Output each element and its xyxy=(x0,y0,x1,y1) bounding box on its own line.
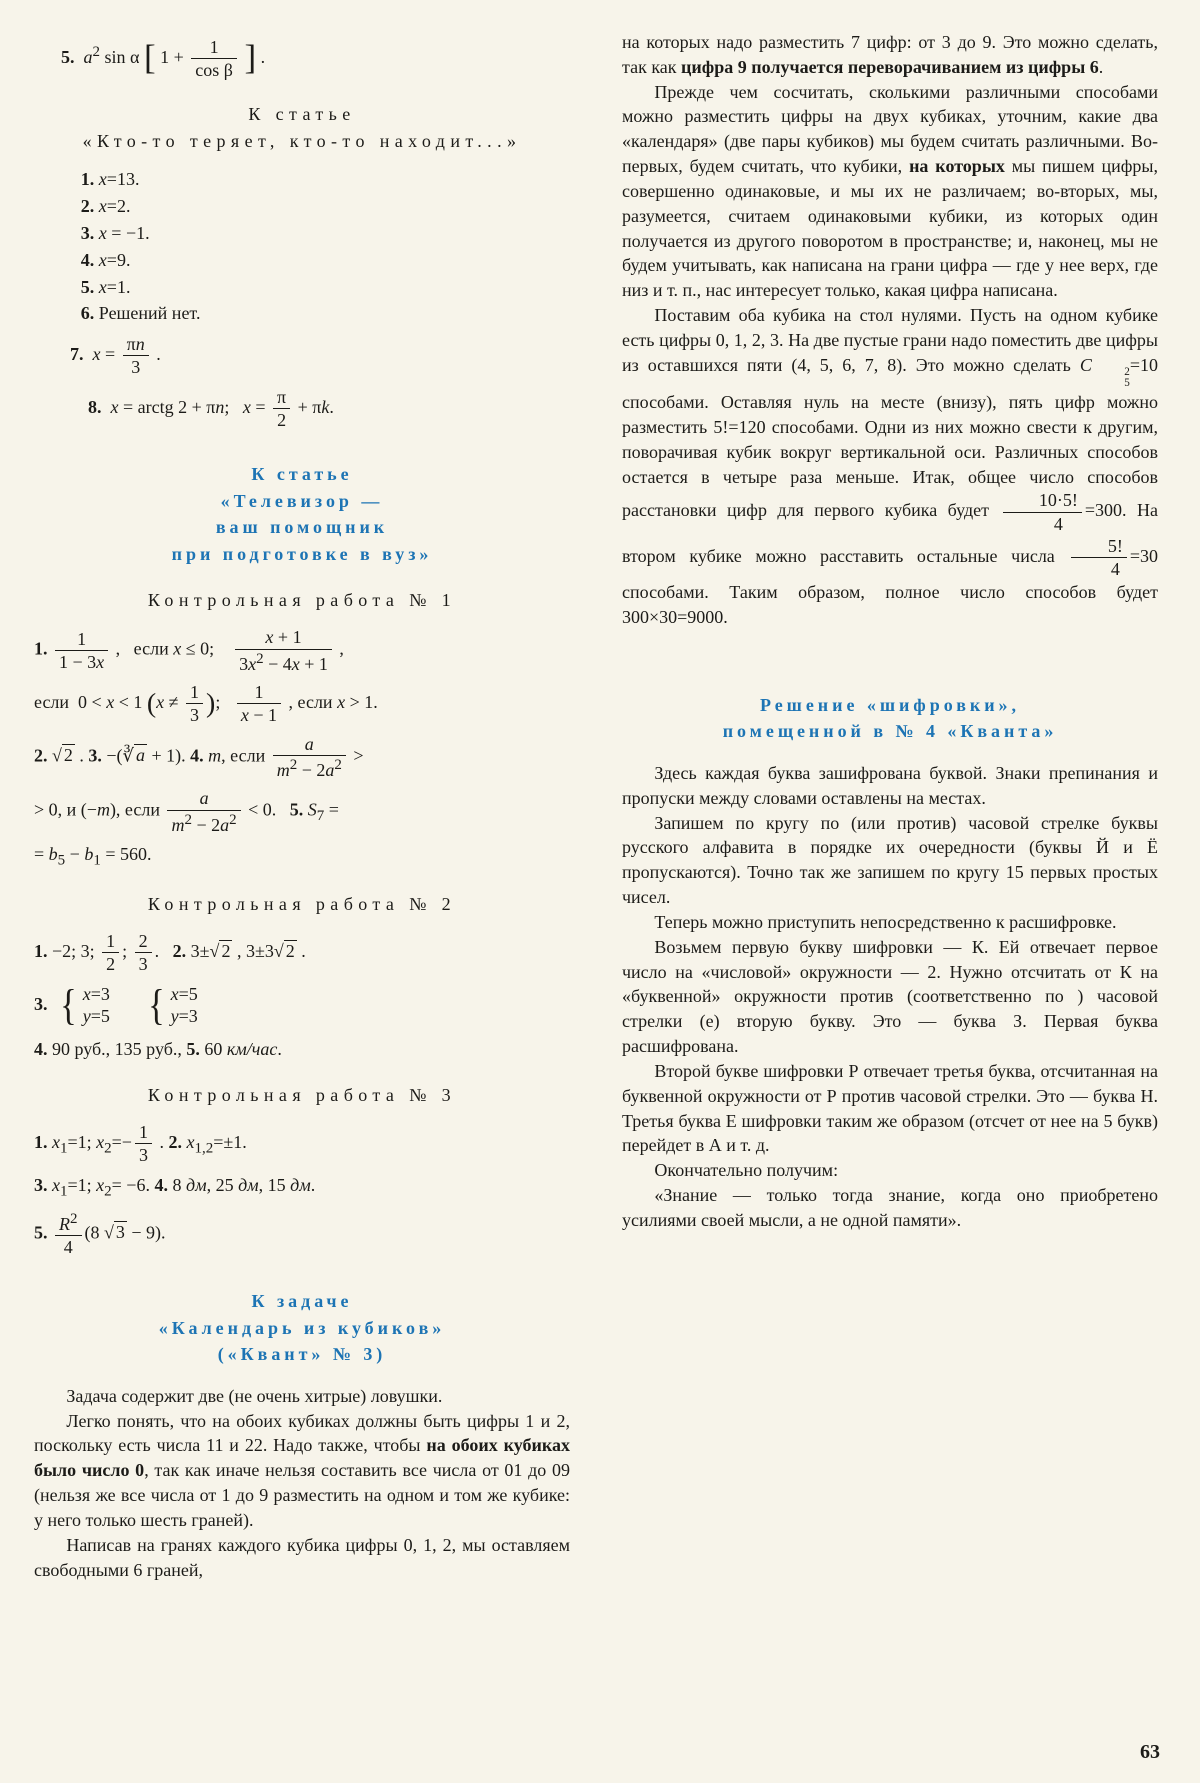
kr1-answers-2-5-line: > 0, и (−m), если $\frac{a}{m^2 - 2a^2}$ < 0. 5. $S_7$ = xyxy=(34,788,339,835)
paragraph-znanie: «Знание — только тогда знание, когда оно приобретено усилиями своей мысли, а не одной памяти». xyxy=(622,1184,1158,1230)
kontrolnaya-1-heading xyxy=(34,587,570,614)
task-heading-kalendar-line: К задаче xyxy=(251,1290,353,1311)
paragraph-legko-ponyat: Легко понять, что на обоих кубиках должны быть цифры 1 и 2, поскольку есть числа 11 и 22. Надо также, чтобы на обоих кубиках было число 0, так как иначе нельзя составить все числа от 01 до 09 (нельзя же все числа от 1 до 9 разместить на одном и том же кубике: у него только шесть граней). xyxy=(34,1410,571,1530)
left-column xyxy=(34,30,570,1757)
paragraph-napisav: Написав на гранях каждого кубика цифры 0, 1, 2, мы оставляем свободными 6 граней, xyxy=(34,1534,570,1580)
cipher-heading-line: помещенной в № 4 «Кванта» xyxy=(722,721,1058,742)
article-heading-televizor-line: «Телевизор — xyxy=(220,490,384,511)
paragraph-prezhde-chem: Прежде чем сосчитать, сколькими различными способами можно разместить цифры на двух кубиках, уточним, какие два «календаря» (две пары кубиков) мы будем считать различными. Во-первых, будем считать, что кубики, на которых мы пишем цифры, совершенно одинаковые, и мы их не различаем; во-вторых, мы, разумеется, считаем одинаковыми кубики, из которых один получается из другого поворотом в пространстве; и, наконец, мы не будем учитывать, как написана на грани цифра — где у нее верх, где низ и т. п., нас интересует только, какая цифра написана. xyxy=(622,81,1159,301)
answers-list xyxy=(34,167,570,326)
kr3-answer-3-4-line: 3. $x_1=1$; $x_2= -6$. 4. 8 дм, 25 дм, 15 дм. xyxy=(34,1175,316,1200)
article-heading-televizor-line: ваш помощник xyxy=(215,517,389,538)
paragraph-vozmem: Возьмем первую букву шифровки — К. Ей отвечает первое число на «числовой» окружности — 2. Нужно отсчитать от К на «буквенной» окружности против (соответственно по ) часовой стрелки (е) вторую букву. Это — буква З. Первая буква расшифрована. xyxy=(622,936,1158,1057)
formula-item-5 xyxy=(34,36,570,81)
page-number: 63 xyxy=(1140,1741,1160,1764)
kr1-answers-2-5-line: = $b_5 - b_1 = 560$. xyxy=(34,843,152,869)
answers-list-line: 5. x=1. xyxy=(80,276,131,297)
paragraph-lovushki: Задача содержит две (не очень хитрые) ловушки. xyxy=(66,1385,443,1406)
paragraph-zdes: Здесь каждая буква зашифрована буквой. Знаки препинания и пропуски между словами оставлены на местах. xyxy=(622,762,1158,808)
article-heading-televizor xyxy=(34,461,570,568)
task-heading-kalendar-line: («Квант» № 3) xyxy=(217,1344,387,1365)
article-heading-televizor-line: при подготовке в вуз» xyxy=(171,543,433,564)
kontrolnaya-1-heading-line: Контрольная работа № 1 xyxy=(147,590,457,611)
answers-list-line: 3. x = −1. xyxy=(80,222,150,243)
answers-list-line: 2. x=2. xyxy=(80,196,131,217)
kr1-answers-2-5-line: 2. √ 2 . 3. −(∛ a + 1). 4. m, если $\frac{a}{m^2 - 2a^2}$ > xyxy=(34,734,364,781)
kr3-answer-5-line: 5. $\frac{R^2}{4}$ (8 √ 3 − 9). xyxy=(34,1210,166,1257)
kr2-answer-3-systems-line: 3. { x=3 y=5 { x=5 y=3 xyxy=(34,981,198,1029)
paragraph-teper: Теперь можно приступить непосредственно к расшифровке. xyxy=(654,911,1117,932)
section-heading-kto-to-line: «Кто-то теряет, кто-то находит...» xyxy=(82,131,522,152)
kr1-answers-2-5 xyxy=(34,733,570,871)
answers-list-line: 6. Решений нет. xyxy=(80,303,201,324)
answer-8-line: 8. x = arctg 2 + πn; x = $\frac{\pi}{2}$ + πk. xyxy=(88,386,334,430)
paragraph-postavim: Поставим оба кубика на стол нулями. Пусть на одном кубике есть цифры 0, 1, 2, 3. На две пустые грани надо поместить две цифры из оставшихся пяти (4, 5, 6, 7, 8). Это можно сделать C 2 5 =10 способами. Оставляя нуль на месте (внизу), пять цифр можно разместить 5!=120 способами. Одни из них можно свести к другим, поворачивая кубик вокруг вертикальной оси. Различных способов остается в четыре раза меньше. Итак, общее число способов расстановки цифр для первого кубика будет $\frac{10\cdot 5!}{4}$ =300. На втором кубике можно расставить остальные числа $\frac{5!}{4}$ =30 способами. Таким образом, полное число способов будет 300×30=9000. xyxy=(622,305,1158,627)
kontrolnaya-3-heading-line: Контрольная работа № 3 xyxy=(147,1084,457,1105)
paragraph-zapishem: Запишем по кругу по (или против) часовой стрелке буквы русского алфавита в порядке их очередности (буквы Й и Ё пропускаются). Точно так же запишем по кругу 15 первых простых чисел. xyxy=(622,812,1158,908)
article-heading-televizor-line: К статье xyxy=(251,463,353,484)
kr1-answer-1 xyxy=(34,626,570,726)
kr3-answer-3-4 xyxy=(34,1173,570,1202)
kr1-answer-1-line: 1. $\frac{1}{1 - 3x}$ , если x ≤ 0; $\frac{x + 1}{3x^2 - 4x + 1}$ , xyxy=(34,627,344,674)
paragraph-na-kotorykh: на которых надо разместить 7 цифр: от 3 до 9. Это можно сделать, так как цифра 9 получается переворачиванием из цифры 6. xyxy=(622,32,1158,77)
task-heading-kalendar xyxy=(34,1288,570,1368)
task-heading-kalendar-line: «Календарь из кубиков» xyxy=(158,1317,446,1338)
kr3-answer-5 xyxy=(34,1210,570,1258)
section-heading-kto-to-line: К статье xyxy=(248,104,356,125)
answer-7-line: 7. x = $\frac{\pi n}{3}$ . xyxy=(70,334,161,378)
section-heading-kto-to xyxy=(34,101,570,155)
right-column xyxy=(622,30,1158,1757)
kr2-answer-4-5-line: 4. 90 руб., 135 руб., 5. 60 км/час. xyxy=(34,1039,282,1060)
kontrolnaya-2-heading-line: Контрольная работа № 2 xyxy=(147,893,457,914)
kr3-answer-1-2 xyxy=(34,1121,570,1166)
kontrolnaya-3-heading xyxy=(34,1082,570,1109)
cipher-heading-line: Решение «шифровки», xyxy=(760,694,1020,715)
answer-7 xyxy=(34,333,570,378)
answer-8 xyxy=(34,386,570,431)
paragraph-okonchatelno: Окончательно получим: xyxy=(654,1160,839,1181)
kr1-answer-1-line: если 0 < x < 1 (x ≠ $\frac{1}{3}$ ); $\frac{1}{x - 1}$ , если x > 1. xyxy=(34,681,378,725)
formula-item-5-line: 5. $a^2$ sin α [ 1 + $\frac{1}{\text{cos β}}$ ] . xyxy=(61,37,266,81)
kontrolnaya-2-heading xyxy=(34,891,570,918)
kr2-answer-3-systems xyxy=(34,982,570,1030)
kr2-answer-1-2-line: 1. −2; 3; $\frac{1}{2}$ ; $\frac{2}{3}$ . 2. 3±√ 2 , 3±3√ 2 . xyxy=(34,930,306,975)
kr2-answer-4-5 xyxy=(34,1037,570,1062)
cipher-heading xyxy=(622,692,1158,745)
answers-list-line: 4. x=9. xyxy=(80,249,131,270)
kr3-answer-1-2-line: 1. $x_1=1$; $x_2=-$ $\frac{1}{3}$ . 2. $x_{1,2}=\pm 1$. xyxy=(34,1121,247,1166)
paragraph-vtoroy: Второй букве шифровки Р отвечает третья буква, отсчитанная на буквенной окружности от Р против часовой стрелки. Это — буква Н. Третья буква Е шифровки таким же образом (отсчет от нее на 5 букв) перейдет в А и т. д. xyxy=(622,1060,1158,1156)
kr2-answer-1-2 xyxy=(34,930,570,975)
answers-list-line: 1. x=13. xyxy=(80,169,140,190)
